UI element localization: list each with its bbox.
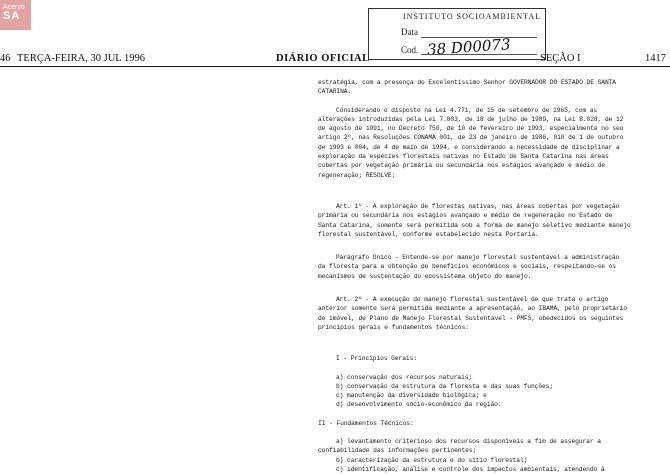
text-line: florestal sustentável, conforme estabelecido nesta Portaria. xyxy=(318,230,539,238)
list-item: b) caracterização da estrutura e do sítio florestal; xyxy=(336,456,528,464)
stamp-data-label: Data xyxy=(401,27,418,37)
masthead-rule xyxy=(0,66,670,67)
list-item: a) conservação dos recursos naturais; xyxy=(336,373,473,381)
text-line: da floresta para a obtenção de benefícios econômicos e sociais, respeitando-se os xyxy=(318,263,616,271)
text-line: artigo 2º, nas Resoluções CONAMA 001, de 23 de janeiro de 1986, 010 de 1 de outubro xyxy=(318,134,624,142)
list-item: b) conservação da estrutura da floresta e das suas funções; xyxy=(336,382,554,390)
text-line: Parágrafo Único - Entende-se por manejo florestal sustentável a administração xyxy=(336,254,620,262)
text-line: princípios gerais e fundamentos técnicos: xyxy=(318,323,469,331)
watermark-line2: SA xyxy=(3,10,21,22)
text-line: primária ou secundária nos estágios avançado e médio de regeneração no Estado de xyxy=(318,212,613,220)
text-line: cobertas por vegetação primária ou secundária nos estágios avançado e médio de xyxy=(318,162,605,170)
text-line: regeneração; RESOLVE: xyxy=(318,171,396,179)
document-body xyxy=(318,78,670,474)
text-line: de agosto de 1991, no Decreto 750, de 10 de fevereiro de 1993, especialmente no seu xyxy=(318,125,624,133)
text-line: alterações introduzidas pela Lei 7.803, de 18 de julho de 1989, na Lei 8.028, de 12 xyxy=(318,115,624,123)
text-line: do imóvel, de Plano de Manejo Florestal Sustentável - PMFS, obedecidos os seguintes xyxy=(318,314,624,322)
masthead-section: SEÇÃO I xyxy=(540,53,581,64)
section-heading: II - Fundamentos Técnicos: xyxy=(318,419,414,427)
text-line: confiabilidade das informações pertinentes; xyxy=(318,447,477,455)
watermark-line1: Acervo xyxy=(3,4,25,11)
list-item: c) identificação, análise e controle dos impactos ambientais, atendendo à xyxy=(336,465,605,473)
text-line: exploração da espécies florestais nativas no Estado de Santa Catarina nas áreas xyxy=(318,153,609,161)
masthead-title: DIÁRIO OFICIAL xyxy=(276,53,370,64)
list-item: a) levantamento criterioso dos recursos disponíveis a fim de assegurar a xyxy=(336,438,601,446)
text-line: mecanismos de sustentação do ecossistema objeto do manejo. xyxy=(318,272,532,280)
text-line: estratégia, com a presença do Excelentíssimo Senhor GOVERNADOR DO ESTADO DE SANTA xyxy=(318,79,616,86)
stamp-cod-label: Cod. xyxy=(401,45,419,55)
masthead-page-right: 1417 xyxy=(645,53,666,64)
acervo-watermark xyxy=(0,0,31,30)
section-heading: I - Princípios Gerais: xyxy=(336,355,417,363)
stamp-cod-value: 38 D00073 xyxy=(426,35,512,59)
text-line: Art. 2º - A execução do manejo florestal sustentável de que trata o artigo xyxy=(336,296,609,304)
text-line: anterior somente será permitida mediante a apresentação, ao IBAMA, pelo proprietário xyxy=(318,305,628,313)
text-line: CATARINA. xyxy=(318,88,352,96)
stamp-org: INSTITUTO SOCIOAMBIENTAL xyxy=(403,12,542,21)
list-item: c) manutenção da diversidade biológica; e xyxy=(336,392,487,400)
text-line: Santa Catarina, somente será permitida sob a forma de manejo seletivo mediante manejo xyxy=(318,221,631,229)
list-item: d) desenvolvimento sócio-econômico da região. xyxy=(336,401,502,409)
text-line: Considerando o disposto na Lei 4.771, de 15 de setembro de 1965, com as xyxy=(336,106,598,114)
masthead-date: TERÇA-FEIRA, 30 JUL 1996 xyxy=(17,53,145,64)
text-line: Art. 1º - A exploração de florestas nativas, nas áreas cobertas por vegetação xyxy=(336,202,620,210)
text-line: de 1993 e 004, de 4 de maio de 1994, e considerando a necessidade de disciplinar a xyxy=(318,143,620,151)
page-number: 46 xyxy=(0,53,11,64)
